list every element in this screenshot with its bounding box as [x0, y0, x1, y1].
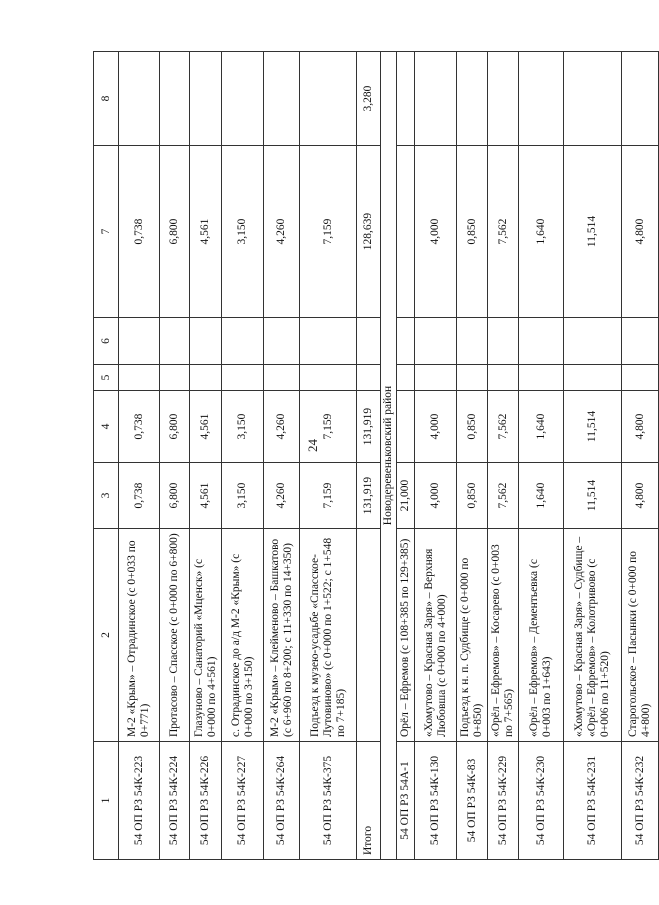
road-name: Орёл – Ефремов (с 108+385 по 129+385)	[397, 529, 415, 742]
value-col8	[564, 52, 622, 146]
road-name: М-2 «Крым» – Клейменово – Башкатово (с 6+960 по 8+200; с 11+330 по 14+350)	[264, 529, 300, 742]
district-row	[381, 52, 397, 860]
value-col4: 7,159	[300, 391, 357, 463]
total-col4: 131,919	[357, 391, 381, 463]
road-name: Старогольское – Пасынки (с 0+000 по 4+800)	[622, 529, 659, 742]
road-code: 54 ОП РЗ 54К-224	[160, 742, 190, 860]
value-col7: 0,850	[457, 146, 488, 318]
road-name: с. Отрадинское до а/д М-2 «Крым» (с 0+000 по 3+150)	[222, 529, 264, 742]
value-col5	[457, 365, 488, 391]
table-row	[190, 52, 222, 860]
total-row	[357, 52, 381, 860]
value-col5	[622, 365, 659, 391]
value-col3: 21,000	[397, 463, 415, 529]
value-col8	[622, 52, 659, 146]
value-col4: 7,562	[488, 391, 519, 463]
value-col3: 4,000	[415, 463, 457, 529]
value-col7: 7,562	[488, 146, 519, 318]
value-col6	[397, 318, 415, 365]
value-col6	[190, 318, 222, 365]
value-col4: 11,514	[564, 391, 622, 463]
value-col5	[119, 365, 160, 391]
road-name: Глазуново – Санаторий «Мценск» (с 0+000 по 4+561)	[190, 529, 222, 742]
value-col7: 1,640	[519, 146, 564, 318]
table-row	[160, 52, 190, 860]
road-name: М-2 «Крым» – Отрадинское (с 0+033 по 0+771)	[119, 529, 160, 742]
value-col7: 4,260	[264, 146, 300, 318]
col-header-5: 5	[94, 365, 119, 391]
value-col5	[519, 365, 564, 391]
total-col6	[357, 318, 381, 365]
value-col5	[264, 365, 300, 391]
value-col3: 6,800	[160, 463, 190, 529]
value-col7: 4,000	[415, 146, 457, 318]
col-header-4: 4	[94, 391, 119, 463]
value-col7: 4,561	[190, 146, 222, 318]
value-col4: 4,800	[622, 391, 659, 463]
road-code: 54 ОП РЗ 54А-1	[397, 742, 415, 860]
road-code: 54 ОП РЗ 54К-83	[457, 742, 488, 860]
total-label: Итого	[357, 742, 381, 860]
value-col3: 4,260	[264, 463, 300, 529]
value-col5	[397, 365, 415, 391]
value-col4: 3,150	[222, 391, 264, 463]
value-col3: 1,640	[519, 463, 564, 529]
road-name: «Орёл – Ефремов» – Косарево (с 0+003 по 7+565)	[488, 529, 519, 742]
value-col4: 0,738	[119, 391, 160, 463]
value-col6	[457, 318, 488, 365]
road-code: 54 ОП РЗ 54К-231	[564, 742, 622, 860]
road-name: «Хомутово – Красная Заря» – Судбище – «Орёл – Ефремов» – Колотривово (с 0+006 по 11+520)	[564, 529, 622, 742]
value-col4: 4,260	[264, 391, 300, 463]
table-row	[415, 52, 457, 860]
value-col8	[397, 52, 415, 146]
value-col8	[415, 52, 457, 146]
col-header-3: 3	[94, 463, 119, 529]
table-row	[300, 52, 357, 860]
road-code: 54 ОП РЗ 54К-232	[622, 742, 659, 860]
table-row	[457, 52, 488, 860]
value-col6	[519, 318, 564, 365]
road-code: 54 ОП РЗ 54К-264	[264, 742, 300, 860]
road-code: 54 ОП РЗ 54К-230	[519, 742, 564, 860]
col-header-1: 1	[94, 742, 119, 860]
total-col7: 128,639	[357, 146, 381, 318]
road-name: «Хомутово – Красная Заря» – Верхняя Любовша (с 0+000 по 4+000)	[415, 529, 457, 742]
page-number: 24	[305, 439, 320, 452]
col-header-6: 6	[94, 318, 119, 365]
value-col8	[160, 52, 190, 146]
value-col6	[264, 318, 300, 365]
table-row	[519, 52, 564, 860]
table-row	[622, 52, 659, 860]
value-col5	[415, 365, 457, 391]
value-col7: 11,514	[564, 146, 622, 318]
table-row	[222, 52, 264, 860]
value-col7: 0,738	[119, 146, 160, 318]
value-col3: 4,561	[190, 463, 222, 529]
roads-table	[93, 51, 659, 860]
road-code: 54 ОП РЗ 54К-227	[222, 742, 264, 860]
value-col4: 0,850	[457, 391, 488, 463]
value-col3: 0,738	[119, 463, 160, 529]
value-col6	[119, 318, 160, 365]
road-name: Подъезд к музею-усадьбе «Спасское-Лутовиново» (с 0+000 по 1+522; с 1+548 по 7+185)	[300, 529, 357, 742]
value-col7	[397, 146, 415, 318]
value-col4	[397, 391, 415, 463]
value-col3: 7,562	[488, 463, 519, 529]
value-col8	[222, 52, 264, 146]
road-code: 54 ОП РЗ 54К-229	[488, 742, 519, 860]
value-col8	[457, 52, 488, 146]
value-col3: 3,150	[222, 463, 264, 529]
table-row	[564, 52, 622, 860]
road-name: Протасово – Спасское (с 0+000 по 6+800)	[160, 529, 190, 742]
value-col5	[190, 365, 222, 391]
col-header-8: 8	[94, 52, 119, 146]
value-col6	[160, 318, 190, 365]
road-name: Подъезд к н. п. Судбище (с 0+000 по 0+850)	[457, 529, 488, 742]
road-code: 54 ОП РЗ 54К-223	[119, 742, 160, 860]
value-col5	[222, 365, 264, 391]
value-col8	[519, 52, 564, 146]
total-col3: 131,919	[357, 463, 381, 529]
total-col5	[357, 365, 381, 391]
value-col5	[160, 365, 190, 391]
value-col4: 1,640	[519, 391, 564, 463]
value-col8	[488, 52, 519, 146]
value-col6	[222, 318, 264, 365]
road-code: 54 ОП РЗ 54К-375	[300, 742, 357, 860]
table-row	[488, 52, 519, 860]
value-col5	[488, 365, 519, 391]
value-col5	[300, 365, 357, 391]
road-code: 54 ОП РЗ 54К-130	[415, 742, 457, 860]
district-title: Новодеревеньковский район	[381, 52, 397, 860]
total-name-cell	[357, 529, 381, 742]
value-col3: 11,514	[564, 463, 622, 529]
road-name: «Орёл – Ефремов» – Дементьевка (с 0+003 по 1+643)	[519, 529, 564, 742]
value-col8	[119, 52, 160, 146]
value-col3: 4,800	[622, 463, 659, 529]
total-col8: 3,280	[357, 52, 381, 146]
value-col7: 3,150	[222, 146, 264, 318]
col-header-7: 7	[94, 146, 119, 318]
value-col5	[564, 365, 622, 391]
value-col6	[564, 318, 622, 365]
value-col4: 4,561	[190, 391, 222, 463]
value-col3: 7,159	[300, 463, 357, 529]
road-code: 54 ОП РЗ 54К-226	[190, 742, 222, 860]
table-row	[119, 52, 160, 860]
value-col8	[300, 52, 357, 146]
value-col3: 0,850	[457, 463, 488, 529]
col-header-2: 2	[94, 529, 119, 742]
value-col7: 4,800	[622, 146, 659, 318]
value-col8	[190, 52, 222, 146]
value-col6	[488, 318, 519, 365]
value-col4: 6,800	[160, 391, 190, 463]
value-col4: 4,000	[415, 391, 457, 463]
table-row	[264, 52, 300, 860]
value-col8	[264, 52, 300, 146]
value-col6	[622, 318, 659, 365]
value-col7: 7,159	[300, 146, 357, 318]
header-row	[94, 52, 119, 860]
value-col6	[300, 318, 357, 365]
value-col7: 6,800	[160, 146, 190, 318]
table-row	[397, 52, 415, 860]
rotated-table-container	[93, 52, 652, 860]
value-col6	[415, 318, 457, 365]
